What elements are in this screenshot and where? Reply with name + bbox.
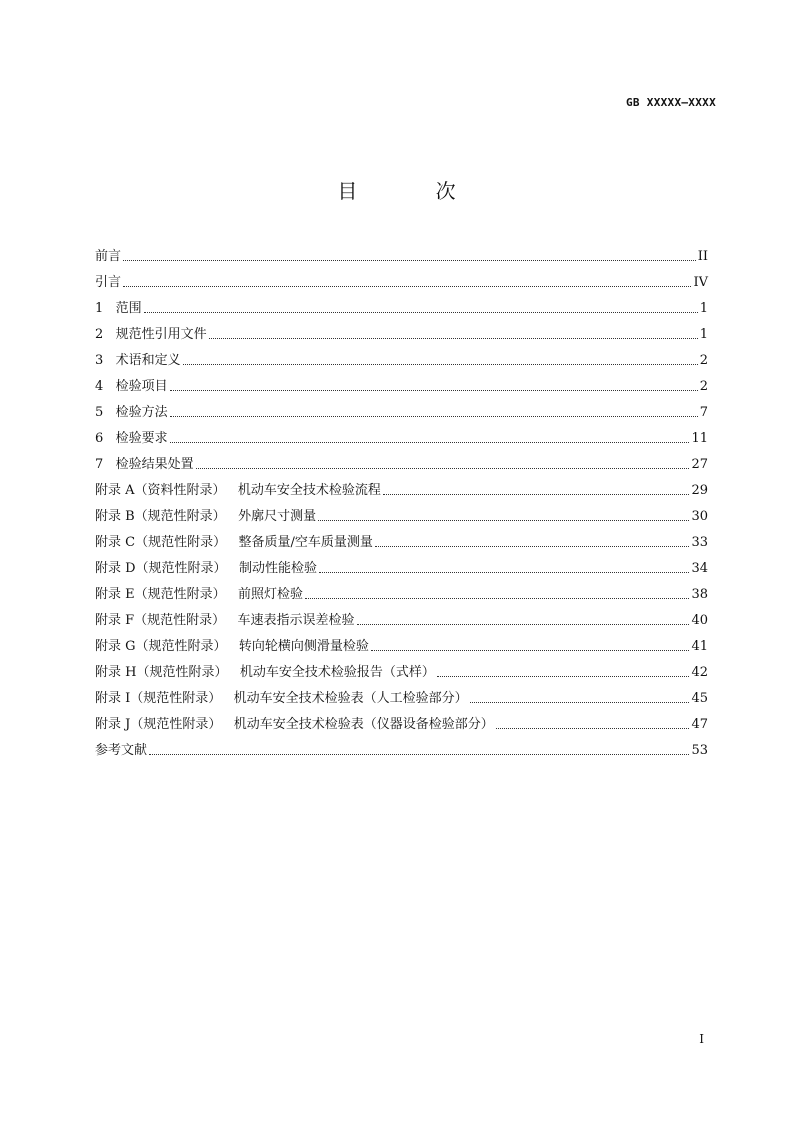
dot-leader <box>170 441 690 443</box>
toc-entry-label: 6 检验要求 <box>95 431 168 446</box>
toc-entry-page: II <box>697 249 708 264</box>
toc-entry-label: 附录 A（资料性附录） 机动车安全技术检验流程 <box>95 483 381 498</box>
toc-entry[interactable] <box>95 422 708 448</box>
toc-entry[interactable] <box>95 552 708 578</box>
toc-entry-label: 附录 D（规范性附录） 制动性能检验 <box>95 561 317 576</box>
toc-entry-label: 2 规范性引用文件 <box>95 327 207 342</box>
toc-entry-page: 11 <box>691 431 708 446</box>
toc-entry-label: 附录 E（规范性附录） 前照灯检验 <box>95 587 304 602</box>
toc-entry[interactable] <box>95 240 708 266</box>
toc-entry-label: 1 范围 <box>95 301 142 316</box>
toc-entry[interactable] <box>95 578 708 604</box>
toc-entry-page: 38 <box>691 587 708 602</box>
toc-entry-label: 3 术语和定义 <box>95 353 181 368</box>
toc-entry-page: 27 <box>691 457 708 472</box>
toc-entry-label: 5 检验方法 <box>95 405 168 420</box>
dot-leader <box>170 389 698 391</box>
dot-leader <box>149 753 689 755</box>
toc-entry[interactable] <box>95 448 708 474</box>
toc-entry-label: 附录 H（规范性附录） 机动车安全技术检验报告（式样） <box>95 665 435 680</box>
toc-entry-label: 附录 J（规范性附录） 机动车安全技术检验表（仪器设备检验部分） <box>95 717 494 732</box>
toc-entry-page: 47 <box>691 717 708 732</box>
toc-entry[interactable] <box>95 474 708 500</box>
toc-entry[interactable] <box>95 630 708 656</box>
dot-leader <box>470 701 690 703</box>
toc-entry-page: 42 <box>691 665 708 680</box>
toc-entry[interactable] <box>95 318 708 344</box>
dot-leader <box>319 571 690 573</box>
toc-entry[interactable] <box>95 370 708 396</box>
dot-leader <box>123 285 691 287</box>
dot-leader <box>305 597 689 599</box>
toc-entry-page: 30 <box>691 509 708 524</box>
toc-entry[interactable] <box>95 734 708 760</box>
dot-leader <box>496 727 690 729</box>
toc-entry[interactable] <box>95 396 708 422</box>
toc-entry-page: IV <box>693 275 708 290</box>
dot-leader <box>209 337 698 339</box>
document-code: GB XXXXX—XXXX <box>626 96 716 109</box>
toc-entry-page: 2 <box>699 353 708 368</box>
toc-entry-page: 33 <box>691 535 708 550</box>
toc-entry[interactable] <box>95 682 708 708</box>
dot-leader <box>196 467 690 469</box>
toc-entry-page: 34 <box>691 561 708 576</box>
toc-entry-label: 参考文献 <box>95 743 148 758</box>
toc-entry-label: 7 检验结果处置 <box>95 457 194 472</box>
toc-entry-page: 41 <box>691 639 708 654</box>
dot-leader <box>383 493 690 495</box>
toc-entry-page: 40 <box>691 613 708 628</box>
toc-entry-label: 前言 <box>95 249 122 264</box>
toc-entry-page: 1 <box>699 301 708 316</box>
toc-entry-page: 2 <box>699 379 708 394</box>
toc-entry[interactable] <box>95 526 708 552</box>
toc-entry-page: 45 <box>691 691 708 706</box>
toc-entry-label: 附录 F（规范性附录） 车速表指示误差检验 <box>95 613 355 628</box>
toc-entry[interactable] <box>95 604 708 630</box>
toc-entry[interactable] <box>95 266 708 292</box>
toc-entry-label: 附录 C（规范性附录） 整备质量/空车质量测量 <box>95 535 373 550</box>
dot-leader <box>437 675 690 677</box>
toc-entry[interactable] <box>95 344 708 370</box>
toc-entry[interactable] <box>95 656 708 682</box>
toc-entry-label: 4 检验项目 <box>95 379 168 394</box>
toc-entry-page: 53 <box>691 743 708 758</box>
table-of-contents <box>95 240 708 760</box>
toc-entry-label: 附录 I（规范性附录） 机动车安全技术检验表（人工检验部分） <box>95 691 468 706</box>
dot-leader <box>318 519 689 521</box>
toc-entry[interactable] <box>95 708 708 734</box>
toc-entry-page: 7 <box>699 405 708 420</box>
toc-entry-page: 29 <box>691 483 708 498</box>
toc-entry[interactable] <box>95 500 708 526</box>
dot-leader <box>357 623 690 625</box>
page-number: I <box>699 1032 704 1046</box>
toc-title: 目 次 <box>337 179 492 203</box>
dot-leader <box>375 545 690 547</box>
toc-entry-label: 附录 G（规范性附录） 转向轮横向侧滑量检验 <box>95 639 369 654</box>
toc-entry-label: 附录 B（规范性附录） 外廓尺寸测量 <box>95 509 317 524</box>
toc-entry[interactable] <box>95 292 708 318</box>
dot-leader <box>144 311 698 313</box>
toc-entry-label: 引言 <box>95 275 122 290</box>
dot-leader <box>371 649 690 651</box>
dot-leader <box>183 363 698 365</box>
dot-leader <box>123 259 696 261</box>
toc-entry-page: 1 <box>699 327 708 342</box>
dot-leader <box>170 415 698 417</box>
